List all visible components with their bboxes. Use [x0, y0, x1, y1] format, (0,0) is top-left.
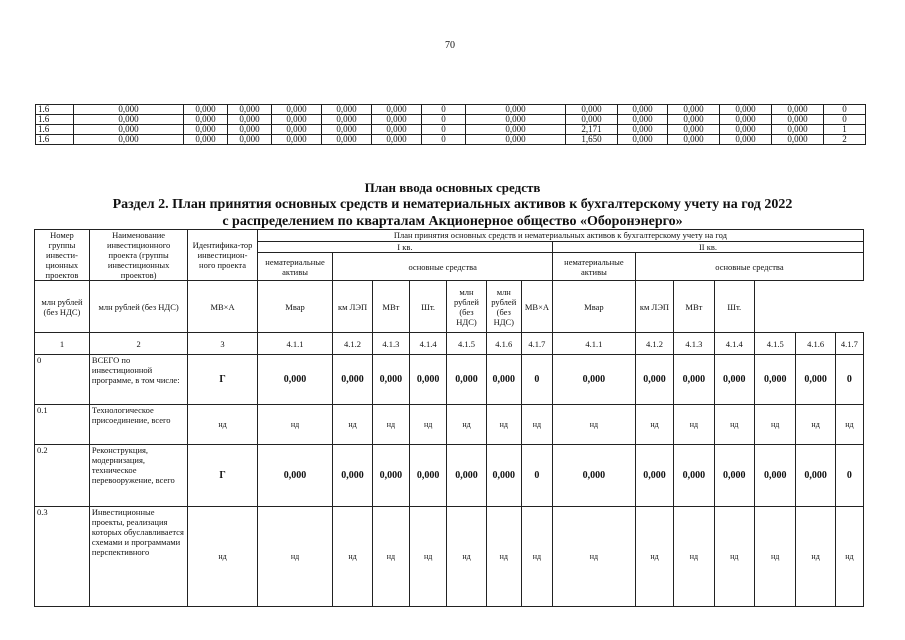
table-cell: 0,000	[772, 105, 824, 115]
table-cell: 0,000	[720, 115, 772, 125]
row-name: Технологическое присоединение, всего	[89, 405, 187, 445]
table-cell: 0,000	[372, 105, 422, 115]
header-unit: млн рублей (без НДС)	[89, 281, 187, 333]
table-cell: 0,000	[720, 125, 772, 135]
table-cell: 0,000	[322, 125, 372, 135]
column-number: 4.1.6	[486, 333, 521, 355]
table-cell: 0,000	[228, 115, 272, 125]
table-cell: 0,000	[566, 105, 618, 115]
table-cell: 0,000	[772, 115, 824, 125]
table-cell: 0,000	[566, 115, 618, 125]
row-code: 0.1	[35, 405, 90, 445]
section-title: Раздел 2. План принятия основных средств и нематериальных активов к бухгалтерскому учету на год 2022	[112, 197, 793, 212]
header-unit: км ЛЭП	[635, 281, 673, 333]
header-unit: МВт	[372, 281, 409, 333]
table-cell: 0,000	[184, 115, 228, 125]
row-value: нд	[486, 507, 521, 607]
table-cell: 1,650	[566, 135, 618, 145]
row-value: 0,000	[257, 355, 333, 405]
table-cell: 1.6	[36, 115, 74, 125]
row-value: 0,000	[552, 445, 635, 507]
row-value: 0,000	[447, 445, 486, 507]
table-row	[36, 125, 866, 135]
column-number: 4.1.2	[333, 333, 372, 355]
table-row	[36, 115, 866, 125]
column-number: 4.1.1	[257, 333, 333, 355]
plan-title: План ввода основных средств	[364, 180, 541, 195]
column-number: 4.1.7	[835, 333, 863, 355]
table-cell: 0	[422, 105, 466, 115]
row-code: 0	[35, 355, 90, 405]
column-number: 4.1.6	[796, 333, 835, 355]
table-cell: 0,000	[74, 115, 184, 125]
table-cell: 1.6	[36, 135, 74, 145]
row-value: 0,000	[714, 355, 754, 405]
table-cell: 0,000	[618, 115, 668, 125]
table-cell: 1.6	[36, 105, 74, 115]
row-value: нд	[796, 405, 835, 445]
table-cell: 0,000	[372, 115, 422, 125]
column-number: 4.1.5	[447, 333, 486, 355]
table-cell: 2,171	[566, 125, 618, 135]
row-value: нд	[333, 405, 372, 445]
row-value: 0,000	[796, 445, 835, 507]
header-project-name: Наименование инвестиционного проекта (группы инвестиционных проектов)	[89, 230, 187, 281]
header-unit: МВ×А	[521, 281, 552, 333]
table-cell: 0	[422, 115, 466, 125]
column-number: 4.1.2	[635, 333, 673, 355]
row-value: нд	[552, 507, 635, 607]
table-cell: 0,000	[466, 115, 566, 125]
row-value: нд	[521, 507, 552, 607]
row-name: Инвестиционные проекты, реализация которых обуславливается схемами и программами перспективного	[89, 507, 187, 607]
table-cell: 0,000	[720, 135, 772, 145]
table-cell: 0,000	[322, 105, 372, 115]
header-intangible-q1: нематериальные активы	[257, 253, 333, 281]
row-value: 0,000	[486, 445, 521, 507]
table-cell: 0,000	[772, 125, 824, 135]
table-cell: 0,000	[228, 125, 272, 135]
table-cell: 0,000	[184, 135, 228, 145]
table-cell: 0,000	[372, 135, 422, 145]
header-unit: км ЛЭП	[333, 281, 372, 333]
row-value: нд	[635, 405, 673, 445]
table-cell: 0,000	[322, 115, 372, 125]
assets-plan-table	[34, 229, 864, 607]
table-cell: 0,000	[720, 105, 772, 115]
column-number: 4.1.3	[674, 333, 714, 355]
table-cell: 0,000	[668, 105, 720, 115]
row-value: нд	[372, 507, 409, 607]
table-cell: 0,000	[618, 135, 668, 145]
header-unit: Мвар	[552, 281, 635, 333]
row-value: нд	[635, 507, 673, 607]
row-code: 0.2	[35, 445, 90, 507]
section-subtitle: с распределением по кварталам Акционерное общество «Оборонэнерго»	[222, 214, 683, 229]
row-identifier: Г	[188, 355, 257, 405]
column-number: 3	[188, 333, 257, 355]
row-value: 0	[521, 355, 552, 405]
row-identifier: нд	[188, 405, 257, 445]
table-cell: 0,000	[466, 135, 566, 145]
header-intangible-q2: нематериальные активы	[552, 253, 635, 281]
table-cell: 0,000	[322, 135, 372, 145]
column-number: 4.1.5	[754, 333, 795, 355]
column-number: 1	[35, 333, 90, 355]
table-cell: 0,000	[184, 105, 228, 115]
table-cell: 0,000	[466, 105, 566, 115]
table-cell: 0,000	[74, 125, 184, 135]
header-unit: МВт	[674, 281, 714, 333]
table-cell: 0,000	[228, 135, 272, 145]
row-value: нд	[447, 507, 486, 607]
table-row	[36, 105, 866, 115]
header-unit: Мвар	[257, 281, 333, 333]
table-cell: 0,000	[272, 105, 322, 115]
row-value: нд	[835, 507, 863, 607]
row-value: нд	[674, 405, 714, 445]
table-row	[35, 507, 864, 607]
table-cell: 0,000	[668, 135, 720, 145]
table-cell: 0,000	[228, 105, 272, 115]
row-name: ВСЕГО по инвестиционной программе, в том числе:	[89, 355, 187, 405]
table-cell: 0,000	[668, 125, 720, 135]
table-cell: 0,000	[372, 125, 422, 135]
row-value: нд	[410, 405, 447, 445]
row-value: нд	[410, 507, 447, 607]
table-row	[35, 355, 864, 405]
table-cell: 0,000	[272, 115, 322, 125]
row-value: 0	[521, 445, 552, 507]
header-unit: млн рублей (без НДС)	[35, 281, 90, 333]
table-cell: 0,000	[74, 105, 184, 115]
table-cell: 2	[824, 135, 866, 145]
row-value: 0	[835, 445, 863, 507]
row-name: Реконструкция, модернизация, техническое перевооружение, всего	[89, 445, 187, 507]
table-row	[36, 135, 866, 145]
row-value: 0,000	[674, 445, 714, 507]
row-value: 0,000	[410, 355, 447, 405]
table-cell: 0	[422, 135, 466, 145]
row-value: 0,000	[486, 355, 521, 405]
table-cell: 0,000	[184, 125, 228, 135]
table-cell: 0,000	[618, 105, 668, 115]
header-q1: I кв.	[257, 241, 552, 253]
table-cell: 0,000	[74, 135, 184, 145]
row-value: 0,000	[674, 355, 714, 405]
table-cell: 1.6	[36, 125, 74, 135]
row-value: 0,000	[257, 445, 333, 507]
row-value: 0,000	[635, 355, 673, 405]
row-value: 0,000	[552, 355, 635, 405]
row-value: 0,000	[714, 445, 754, 507]
table-row	[35, 405, 864, 445]
column-number: 4.1.3	[372, 333, 409, 355]
row-value: нд	[486, 405, 521, 445]
table-cell: 0,000	[618, 125, 668, 135]
table-row	[35, 445, 864, 507]
row-identifier: нд	[188, 507, 257, 607]
row-value: нд	[552, 405, 635, 445]
row-identifier: Г	[188, 445, 257, 507]
table-cell: 0,000	[668, 115, 720, 125]
header-group-no: Номер группы инвести-ционных проектов	[35, 230, 90, 281]
table-cell: 0,000	[272, 135, 322, 145]
row-value: нд	[754, 507, 795, 607]
table-cell: 0	[422, 125, 466, 135]
header-identifier: Идентифика-тор инвестицион-ного проекта	[188, 230, 257, 281]
row-value: 0,000	[372, 445, 409, 507]
row-value: 0,000	[796, 355, 835, 405]
row-value: нд	[333, 507, 372, 607]
row-value: нд	[754, 405, 795, 445]
table-cell: 0,000	[466, 125, 566, 135]
page-number: 70	[445, 40, 455, 51]
row-value: нд	[257, 507, 333, 607]
row-value: 0,000	[754, 445, 795, 507]
row-value: нд	[447, 405, 486, 445]
header-unit: Шт.	[410, 281, 447, 333]
table-cell: 0,000	[772, 135, 824, 145]
column-number: 4.1.1	[552, 333, 635, 355]
column-number: 4.1.4	[410, 333, 447, 355]
column-number: 4.1.7	[521, 333, 552, 355]
row-value: нд	[372, 405, 409, 445]
header-q2: II кв.	[552, 241, 863, 253]
row-value: 0,000	[372, 355, 409, 405]
row-value: нд	[521, 405, 552, 445]
column-number: 4.1.4	[714, 333, 754, 355]
row-value: нд	[674, 507, 714, 607]
row-value: 0,000	[333, 445, 372, 507]
table-cell: 0,000	[272, 125, 322, 135]
header-unit: Шт.	[714, 281, 754, 333]
table-cell: 0	[824, 105, 866, 115]
header-fixed-q2: основные средства	[635, 253, 863, 281]
header-unit: МВ×А	[188, 281, 257, 333]
row-value: нд	[835, 405, 863, 445]
row-code: 0.3	[35, 507, 90, 607]
row-value: нд	[796, 507, 835, 607]
continued-table	[35, 104, 866, 145]
row-value: нд	[257, 405, 333, 445]
row-value: 0	[835, 355, 863, 405]
row-value: 0,000	[635, 445, 673, 507]
table-cell: 0	[824, 115, 866, 125]
row-value: 0,000	[754, 355, 795, 405]
row-value: нд	[714, 405, 754, 445]
table-cell: 1	[824, 125, 866, 135]
row-value: 0,000	[410, 445, 447, 507]
header-fixed-q1: основные средства	[333, 253, 553, 281]
header-unit: млн рублей (без НДС)	[486, 281, 521, 333]
row-value: 0,000	[447, 355, 486, 405]
header-unit: млн рублей (без НДС)	[447, 281, 486, 333]
row-value: нд	[714, 507, 754, 607]
row-value: 0,000	[333, 355, 372, 405]
header-plan: План принятия основных средств и нематериальных активов к бухгалтерскому учету на год	[257, 230, 863, 242]
column-number: 2	[89, 333, 187, 355]
